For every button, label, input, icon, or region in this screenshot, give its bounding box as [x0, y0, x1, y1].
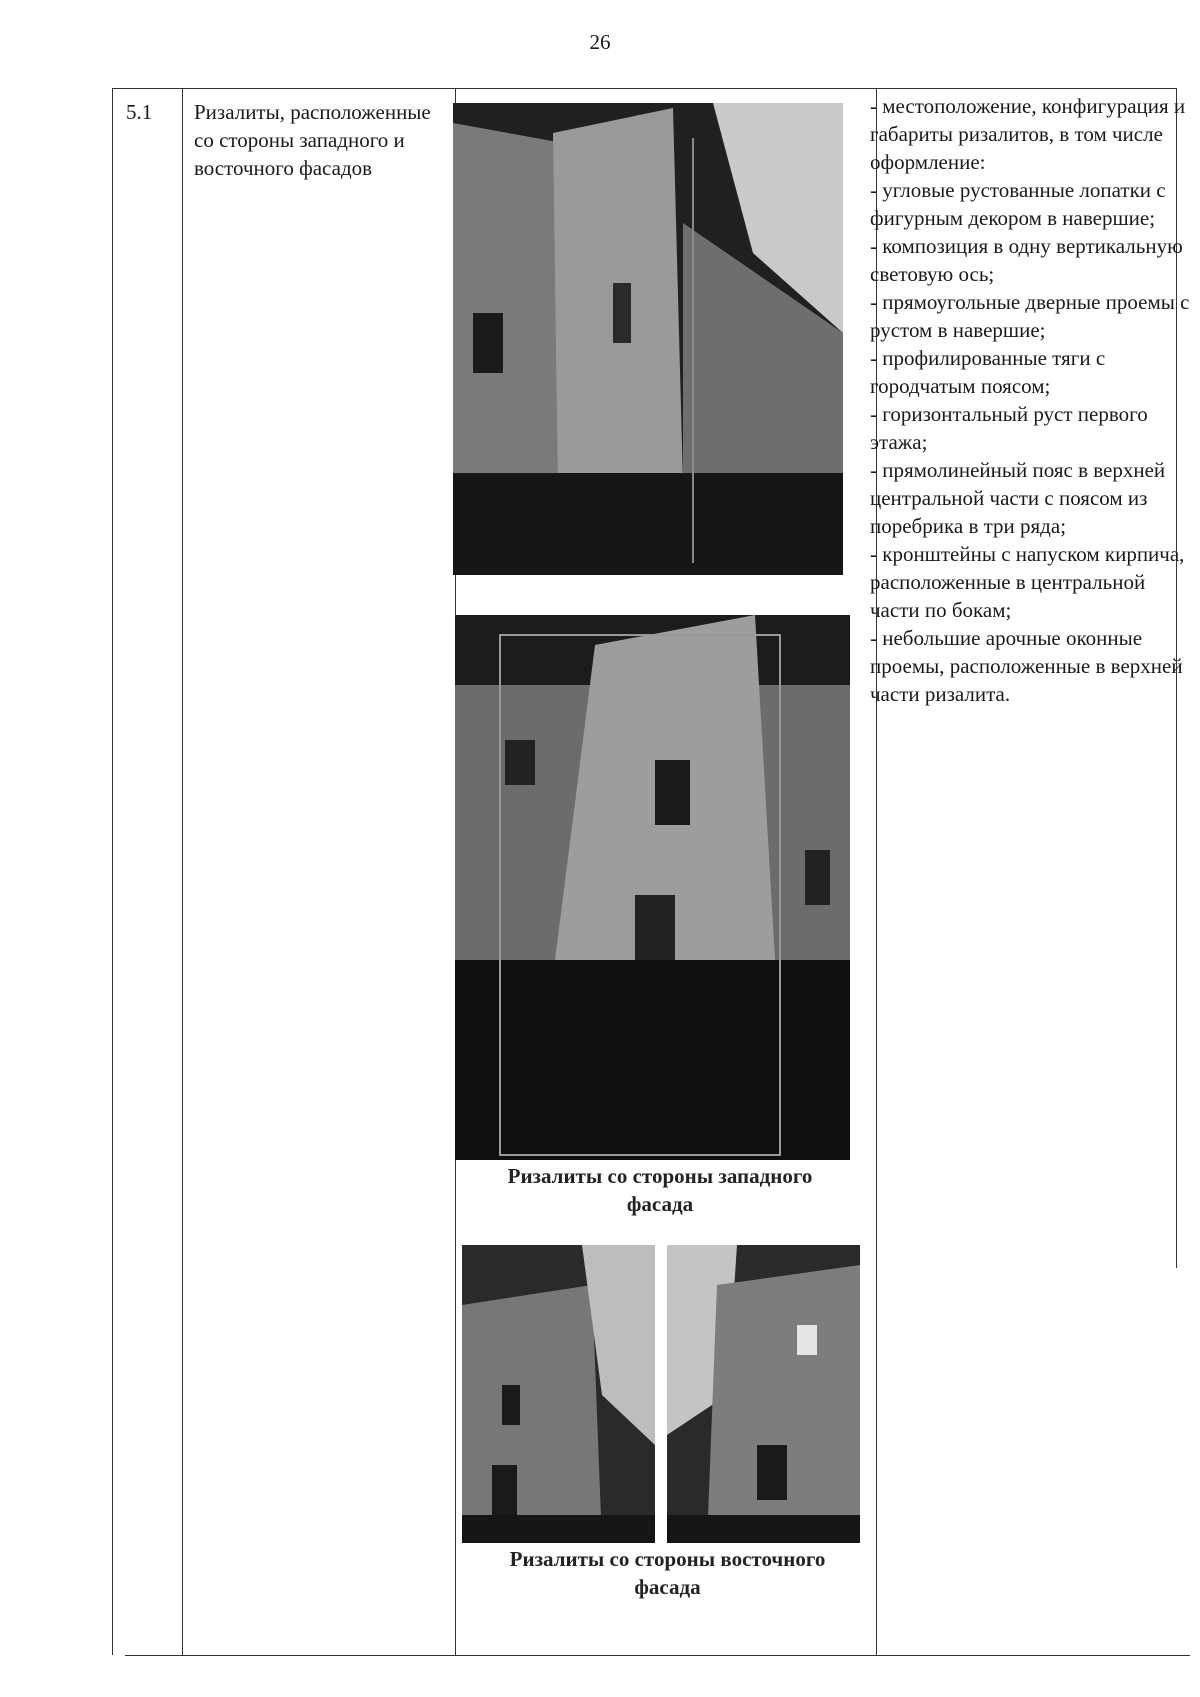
column-divider-1: [182, 88, 183, 1655]
table-left-border: [112, 88, 113, 1655]
west-facade-photo-2: [455, 615, 850, 1160]
element-name: Ризалиты, расположенные со стороны западного и восточного фасадов: [194, 100, 431, 180]
west-facade-caption: Ризалиты со стороны западного фасада: [507, 1164, 813, 1216]
east-facade-caption: Ризалиты со стороны восточного фасада: [509, 1547, 826, 1599]
west-facade-photo-1: [453, 103, 843, 575]
element-description: - местоположение, конфигурация и габариты ризалитов, в том числе оформление: - угловые рустованные лопатки с фигурным декором в навершие; - композиция в одну вертикальную световую ось; - прямоугольные дверные проемы с рустом в навершие; - профилированные тяги с городчатым поясом; - горизонтальный руст первого этажа; - прямолинейный пояс в верхней центральной части с поясом из поребрика в три ряда; - кронштейны с напуском кирпича, расположенные в центральной части по бокам; - небольшие арочные оконные проемы, расположенные в верхней части ризалита.: [870, 94, 1190, 706]
east-facade-photo-right: [667, 1245, 860, 1543]
page-number: 26: [589, 30, 611, 54]
table-top-border: [112, 88, 1176, 89]
east-facade-photo-left: [462, 1245, 655, 1543]
table-bottom-border: [125, 1655, 1190, 1656]
row-number: 5.1: [126, 100, 153, 124]
